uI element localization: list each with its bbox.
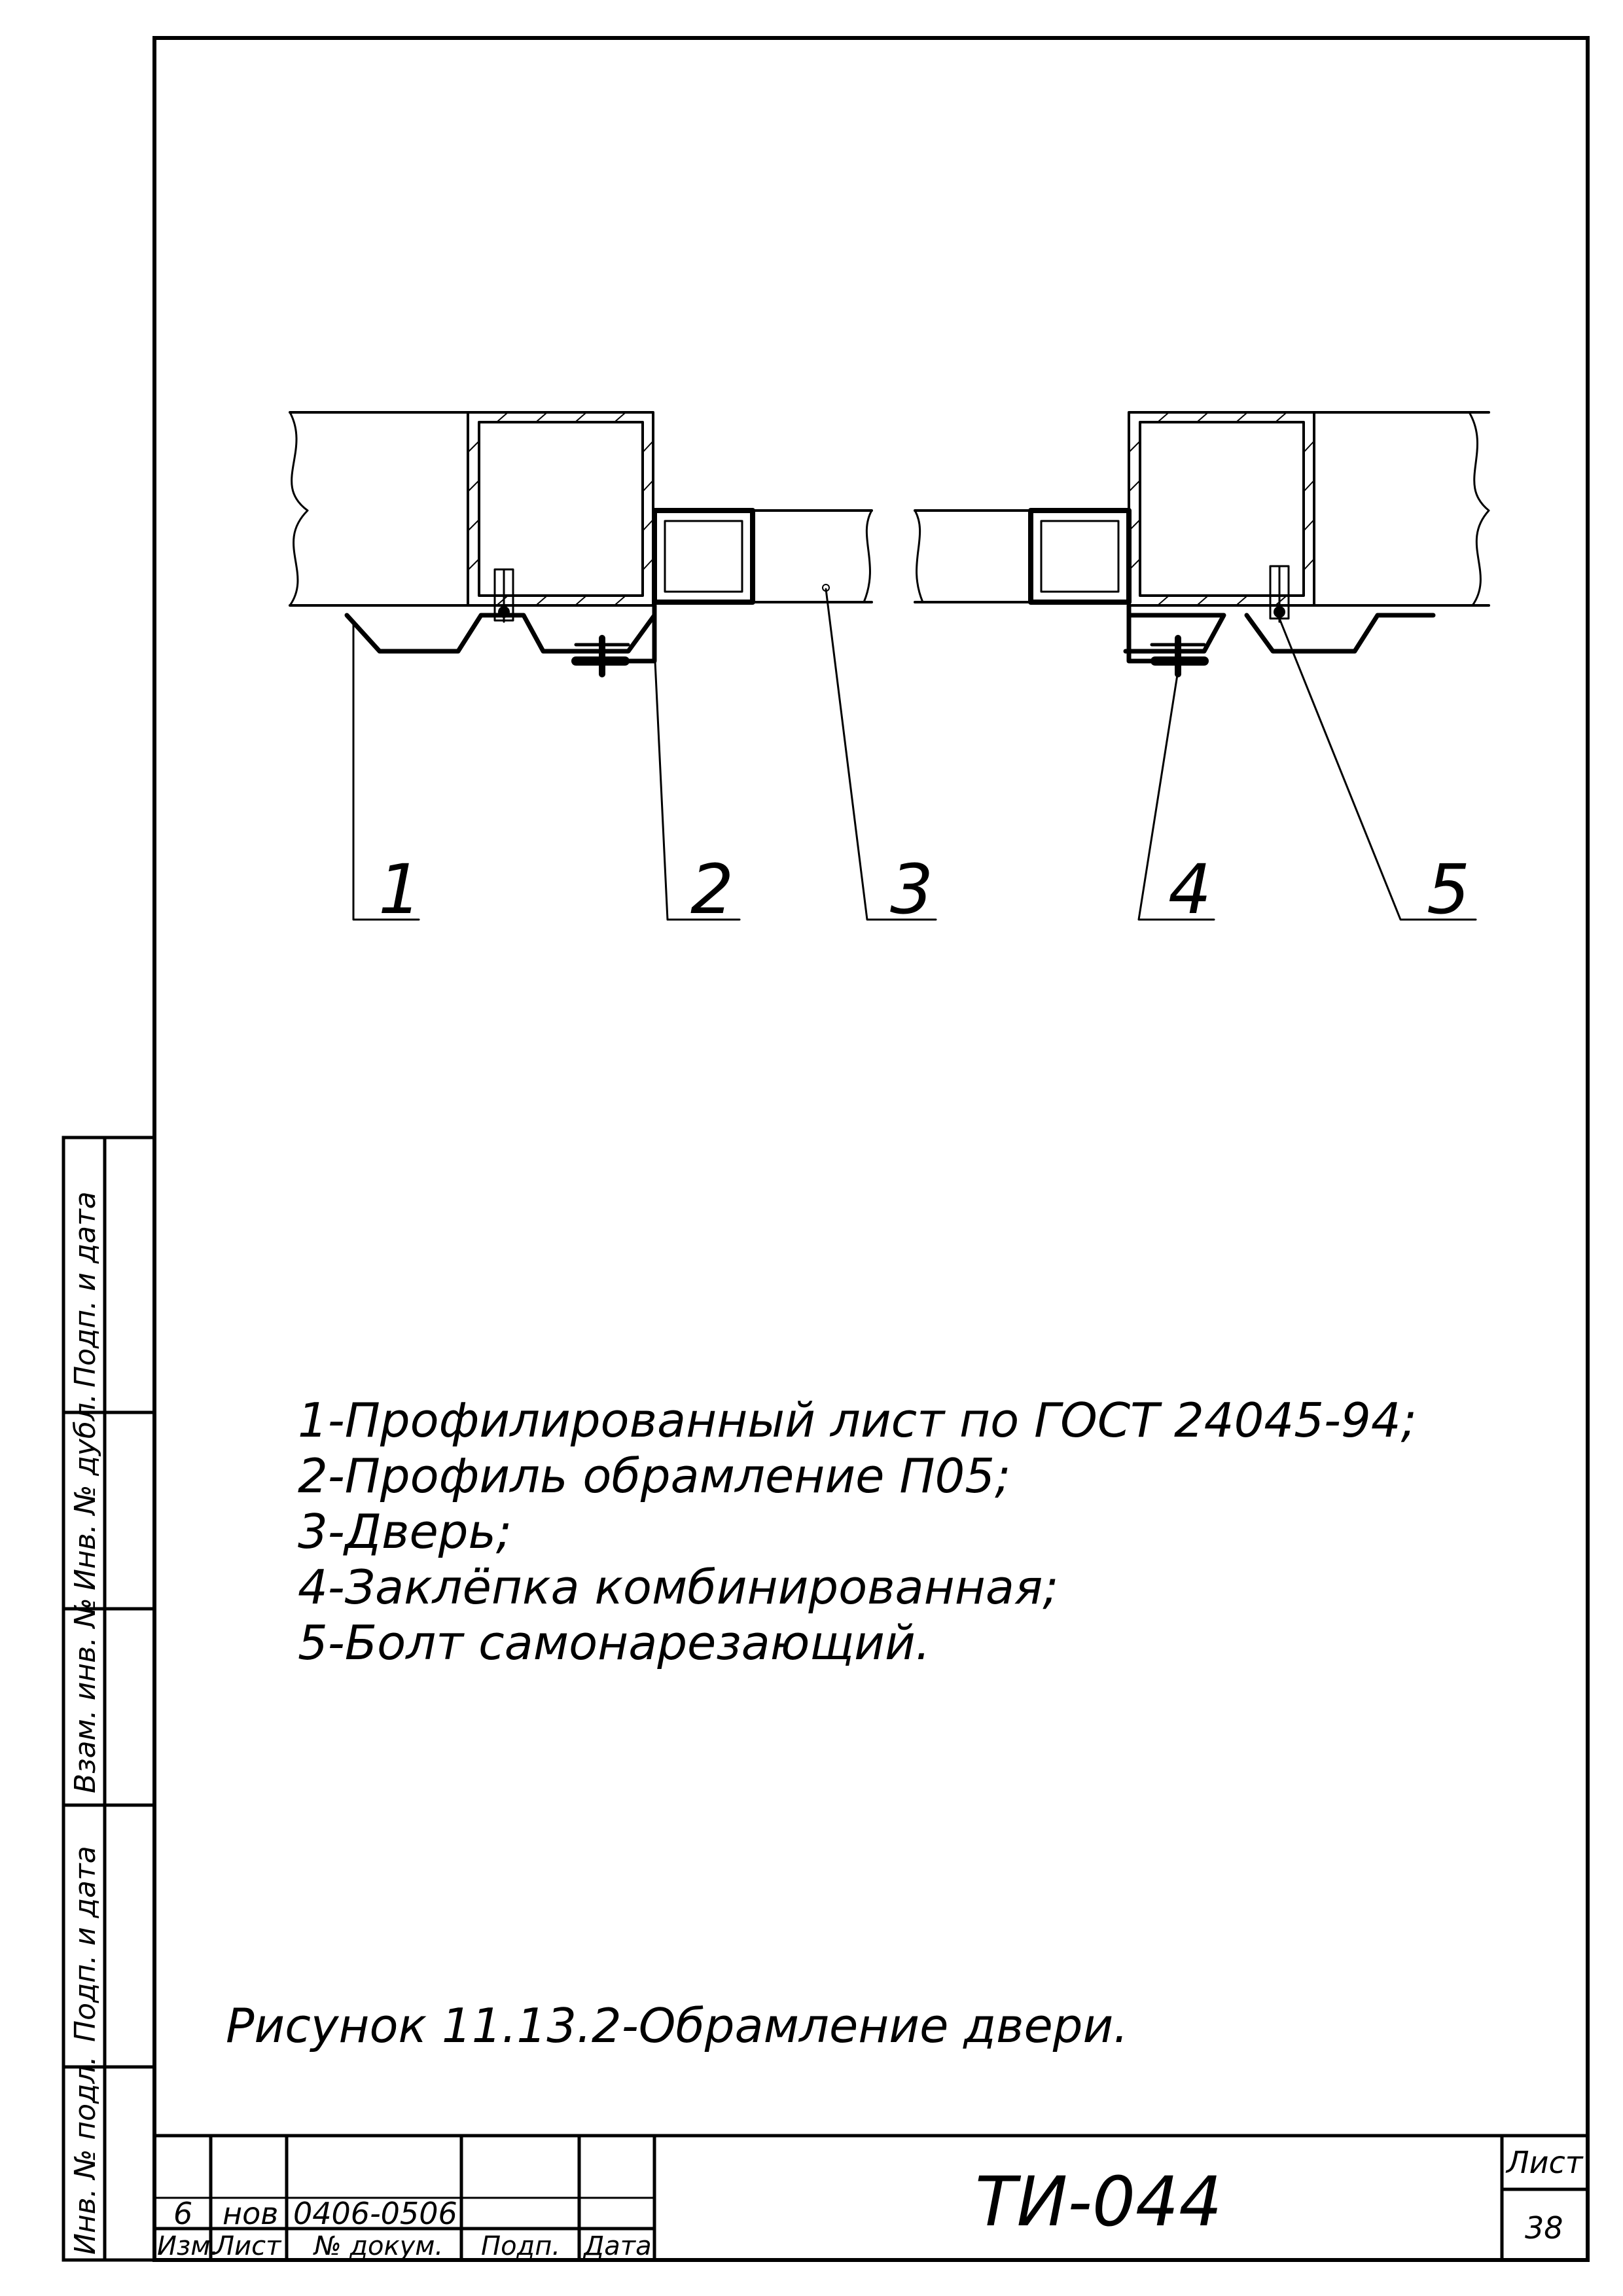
side-label-vzam-inv: Взам. инв. № xyxy=(69,1598,102,1793)
right-profiled-sheet xyxy=(1247,615,1433,651)
left-door-tube xyxy=(654,511,753,602)
legend-item-5: 5-Болт самонарезающий. xyxy=(298,1615,931,1670)
legend-item-1: 1-Профилированный лист по ГОСТ 24045-94; xyxy=(298,1393,1417,1448)
col-doc: № докум. xyxy=(314,2231,444,2261)
legend-item-4: 4-Заклёпка комбинированная; xyxy=(298,1560,1059,1615)
col-izm: Изм. xyxy=(157,2231,219,2261)
sheet-number: 38 xyxy=(1525,2210,1563,2246)
legend xyxy=(298,1393,1417,1670)
callout-2: 2 xyxy=(690,850,734,929)
section-drawing xyxy=(290,412,1489,920)
left-frame-column xyxy=(468,412,653,622)
col-list: Лист xyxy=(215,2231,281,2261)
door-leaf-right xyxy=(915,511,1031,602)
col-data: Дата xyxy=(584,2231,652,2261)
callout-3: 3 xyxy=(890,850,934,929)
legend-item-2: 2-Профиль обрамление П05; xyxy=(298,1448,1011,1503)
left-wall-panel xyxy=(290,412,468,605)
rev-izm: 6 xyxy=(173,2196,193,2231)
callout-1: 1 xyxy=(378,850,422,929)
door-leaf xyxy=(753,511,872,602)
left-combined-rivet xyxy=(576,638,628,674)
right-frame-column xyxy=(1129,412,1314,622)
callout-5: 5 xyxy=(1427,850,1471,929)
right-door-tube xyxy=(1031,511,1129,602)
figure-caption: Рисунок 11.13.2-Обрамление двери. xyxy=(226,1998,1129,2053)
document-designation: ТИ-044 xyxy=(975,2162,1222,2242)
right-combined-rivet xyxy=(1152,638,1204,674)
side-label-podp-data-bottom: Подп. и дата xyxy=(69,1846,102,2042)
side-label-inv-dubl: Инв. № дубл. xyxy=(69,1393,102,1590)
right-wall-panel xyxy=(1314,412,1489,605)
rev-list: нов xyxy=(223,2196,279,2231)
rev-doc: 0406-0506 xyxy=(293,2196,457,2231)
sheet-label: Лист xyxy=(1507,2145,1583,2180)
col-podp: Подп. xyxy=(481,2231,561,2261)
sheet-frame xyxy=(154,38,1588,2260)
callout-4: 4 xyxy=(1168,850,1212,929)
legend-item-3: 3-Дверь; xyxy=(298,1504,512,1559)
side-label-podp-data-top: Подп. и дата xyxy=(69,1191,102,1388)
side-label-inv-podl: Инв. № подл. xyxy=(69,2056,102,2255)
